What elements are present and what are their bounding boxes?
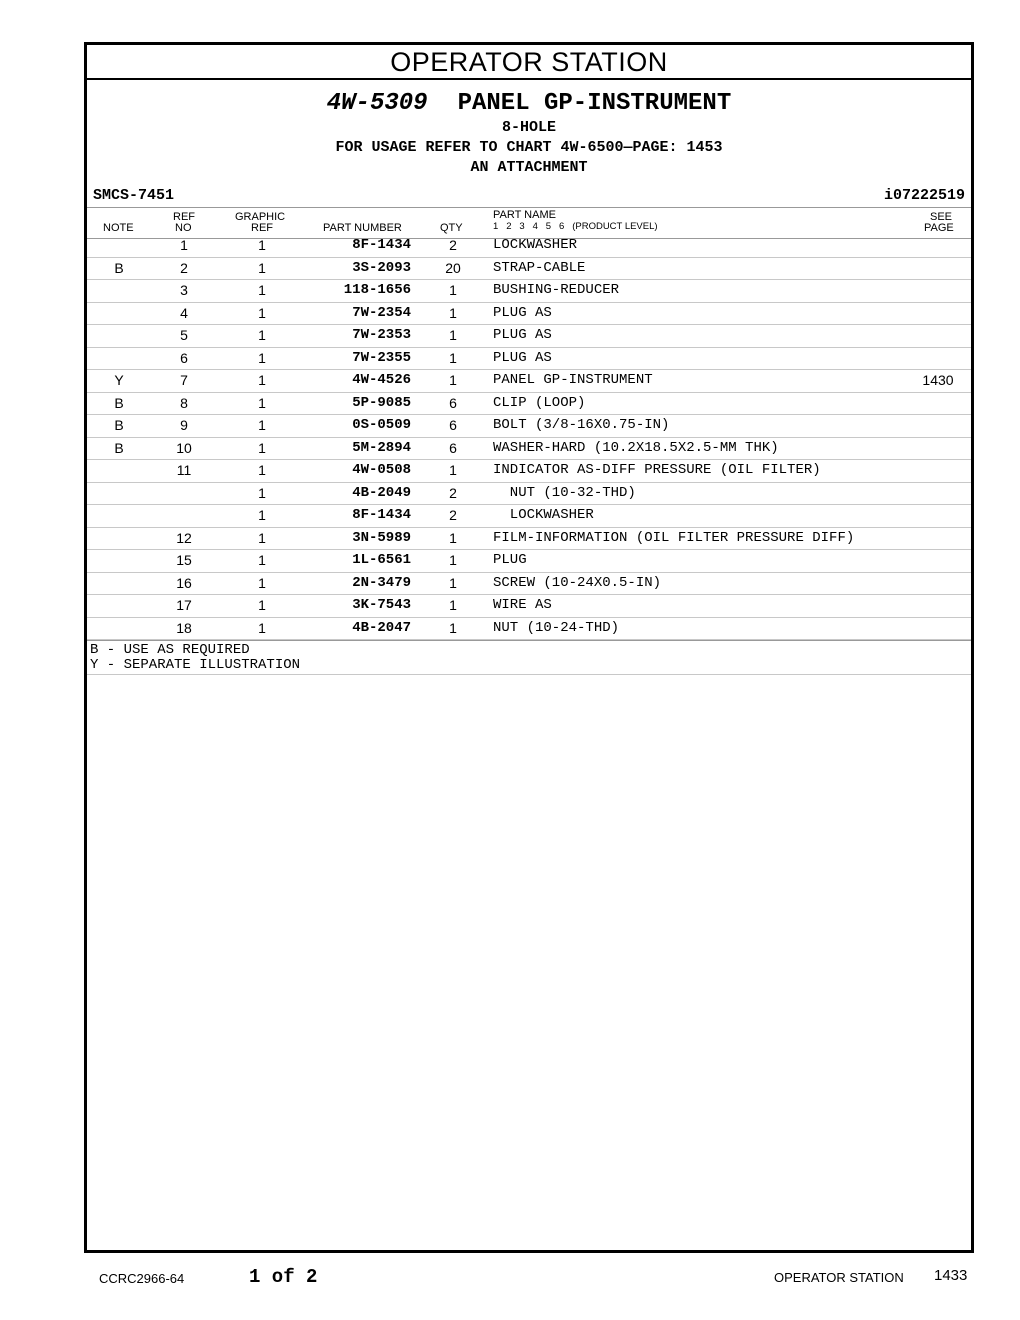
- page-footer: [0, 1266, 1020, 1290]
- row-part-number: 4B-2047: [352, 619, 411, 636]
- col-part-name: PART NAME: [493, 209, 556, 221]
- row-part-name: STRAP-CABLE: [493, 259, 586, 276]
- col-product-level: 1 2 3 4 5 6 (PRODUCT LEVEL): [493, 221, 658, 232]
- row-qty: 1: [449, 619, 457, 636]
- group-subtitle-1: 8-HOLE: [501, 119, 556, 136]
- row-graphic-ref: 1: [258, 327, 266, 343]
- row-graphic-ref: 1: [258, 417, 266, 433]
- row-ref-no: 11: [176, 462, 192, 478]
- table-row: [87, 303, 971, 326]
- smcs-code: SMCS-7451: [93, 187, 175, 204]
- table-row: [87, 258, 971, 281]
- row-qty: 1: [449, 574, 457, 591]
- row-qty: 1: [449, 529, 457, 546]
- table-row: [87, 595, 971, 618]
- row-part-name: NUT (10-24-THD): [493, 619, 620, 636]
- row-ref-no: 15: [176, 552, 192, 568]
- row-part-number: 3N-5989: [352, 529, 411, 546]
- table-row: [87, 325, 971, 348]
- row-part-name: NUT (10-32-THD): [493, 484, 636, 501]
- col-graphic-top: GRAPHIC: [235, 211, 286, 223]
- section-title: OPERATOR STATION: [87, 45, 971, 80]
- row-part-name: FILM-INFORMATION (OIL FILTER PRESSURE DIFF): [493, 529, 855, 546]
- row-graphic-ref: 1: [258, 439, 266, 456]
- footer-section: OPERATOR STATION: [774, 1270, 904, 1285]
- note-b: B - USE AS REQUIRED: [90, 642, 250, 658]
- row-ref-no: 4: [180, 304, 188, 321]
- row-graphic-ref: 1: [258, 484, 266, 501]
- row-part-number: 4W-4526: [352, 372, 411, 388]
- row-note: B: [114, 259, 124, 276]
- note-y: Y - SEPARATE ILLUSTRATION: [90, 657, 301, 673]
- row-part-name: LOCKWASHER: [493, 507, 594, 523]
- row-part-name: WIRE AS: [493, 597, 552, 613]
- row-part-number: 4W-0508: [352, 462, 411, 478]
- col-qty: QTY: [440, 222, 463, 234]
- row-ref-no: 10: [176, 439, 192, 456]
- row-note: B: [114, 394, 124, 411]
- col-graphic-bottom: REF: [251, 222, 273, 234]
- row-graphic-ref: 1: [258, 237, 266, 253]
- row-qty: 20: [445, 259, 461, 276]
- row-qty: 2: [449, 507, 457, 523]
- row-part-name: PLUG AS: [493, 349, 552, 366]
- row-note: Y: [114, 372, 124, 388]
- table-row: [87, 438, 971, 461]
- row-part-name: PANEL GP-INSTRUMENT: [493, 372, 653, 388]
- row-part-name: BOLT (3/8-16X0.75-IN): [493, 417, 670, 433]
- group-title-line: [87, 90, 971, 118]
- table-row: [87, 348, 971, 371]
- row-graphic-ref: 1: [258, 597, 266, 613]
- footer-code: CCRC2966-64: [99, 1271, 185, 1286]
- table-row: [87, 528, 971, 551]
- group-usage-reference: FOR USAGE REFER TO CHART 4W-6500—PAGE: 1453: [335, 139, 723, 156]
- row-part-number: 2N-3479: [352, 574, 411, 591]
- row-qty: 2: [449, 237, 457, 253]
- row-graphic-ref: 1: [258, 259, 266, 276]
- row-part-name: INDICATOR AS-DIFF PRESSURE (OIL FILTER): [493, 462, 821, 478]
- row-ref-no: 17: [176, 597, 192, 613]
- row-note: B: [114, 417, 124, 433]
- parts-rows: [87, 235, 971, 640]
- row-part-number: 7W-2355: [352, 349, 411, 366]
- row-part-name: PLUG AS: [493, 304, 552, 321]
- row-part-number: 3S-2093: [352, 259, 411, 276]
- row-part-number: 7W-2354: [352, 304, 411, 321]
- notes-legend: [87, 640, 971, 675]
- col-part-number: PART NUMBER: [323, 222, 402, 234]
- col-ref-bottom: NO: [175, 222, 192, 234]
- row-ref-no: 16: [176, 574, 192, 591]
- row-ref-no: 7: [180, 372, 188, 388]
- table-row: [87, 618, 971, 641]
- row-graphic-ref: 1: [258, 372, 266, 388]
- row-qty: 2: [449, 484, 457, 501]
- row-qty: 1: [449, 552, 457, 568]
- row-part-number: 3K-7543: [352, 597, 411, 613]
- row-ref-no: 9: [180, 417, 188, 433]
- row-graphic-ref: 1: [258, 282, 266, 298]
- footer-page-of: 1 of 2: [249, 1266, 318, 1288]
- row-part-name: SCREW (10-24X0.5-IN): [493, 574, 662, 591]
- parts-page-frame: [84, 42, 974, 1253]
- row-part-number: 5P-9085: [352, 394, 411, 411]
- table-row: [87, 393, 971, 416]
- row-qty: 1: [449, 282, 457, 298]
- row-part-name: CLIP (LOOP): [493, 394, 586, 411]
- row-qty: 1: [449, 462, 457, 478]
- table-row: [87, 280, 971, 303]
- row-qty: 6: [449, 394, 457, 411]
- table-row: [87, 550, 971, 573]
- row-part-number: 4B-2049: [352, 484, 411, 501]
- row-ref-no: 8: [180, 394, 188, 411]
- col-ref-top: REF: [173, 211, 195, 223]
- parts-list: [87, 235, 971, 675]
- row-graphic-ref: 1: [258, 529, 266, 546]
- row-graphic-ref: 1: [258, 349, 266, 366]
- smcs-row: [93, 187, 965, 204]
- row-qty: 1: [449, 304, 457, 321]
- row-note: B: [114, 439, 124, 456]
- row-part-number: 0S-0509: [352, 417, 411, 433]
- table-row: [87, 505, 971, 528]
- col-see-top: SEE: [930, 211, 953, 223]
- row-ref-no: 2: [180, 259, 188, 276]
- row-graphic-ref: 1: [258, 552, 266, 568]
- row-qty: 1: [449, 327, 457, 343]
- row-graphic-ref: 1: [258, 619, 266, 636]
- row-graphic-ref: 1: [258, 394, 266, 411]
- table-row: [87, 573, 971, 596]
- group-part-number: 4W-5309: [326, 90, 428, 117]
- row-part-number: 7W-2353: [352, 327, 411, 343]
- row-qty: 6: [449, 439, 457, 456]
- row-part-number: 5M-2894: [352, 439, 411, 456]
- col-see-bottom: PAGE: [924, 222, 954, 234]
- row-graphic-ref: 1: [258, 507, 266, 523]
- row-part-number: 118-1656: [343, 282, 411, 298]
- row-ref-no: 3: [180, 282, 188, 298]
- table-row: [87, 415, 971, 438]
- row-graphic-ref: 1: [258, 304, 266, 321]
- row-part-name: PLUG AS: [493, 327, 552, 343]
- row-see-page: 1430: [922, 372, 954, 388]
- illustration-id: i07222519: [883, 187, 965, 204]
- row-ref-no: 1: [180, 237, 188, 253]
- row-part-name: PLUG: [493, 552, 527, 568]
- row-part-number: 8F-1434: [352, 237, 411, 253]
- row-qty: 1: [449, 372, 457, 388]
- col-note: NOTE: [103, 222, 134, 234]
- row-ref-no: 6: [180, 349, 188, 366]
- row-qty: 6: [449, 417, 457, 433]
- group-title: PANEL GP-INSTRUMENT: [457, 90, 732, 117]
- table-row: [87, 460, 971, 483]
- row-qty: 1: [449, 349, 457, 366]
- table-row: [87, 483, 971, 506]
- row-qty: 1: [449, 597, 457, 613]
- row-part-name: WASHER-HARD (10.2X18.5X2.5-MM THK): [493, 439, 779, 456]
- group-subtitle-3: AN ATTACHMENT: [470, 159, 588, 176]
- row-part-number: 1L-6561: [352, 552, 411, 568]
- row-ref-no: 5: [180, 327, 188, 343]
- row-graphic-ref: 1: [258, 574, 266, 591]
- table-row: [87, 370, 971, 393]
- row-graphic-ref: 1: [258, 462, 266, 478]
- row-part-name: LOCKWASHER: [493, 237, 578, 253]
- row-part-name: BUSHING-REDUCER: [493, 282, 620, 298]
- row-ref-no: 18: [176, 619, 192, 636]
- group-header: [87, 90, 971, 178]
- footer-page-number: 1433: [934, 1267, 968, 1284]
- table-row: [87, 235, 971, 258]
- row-part-number: 8F-1434: [352, 507, 411, 523]
- row-ref-no: 12: [176, 529, 192, 546]
